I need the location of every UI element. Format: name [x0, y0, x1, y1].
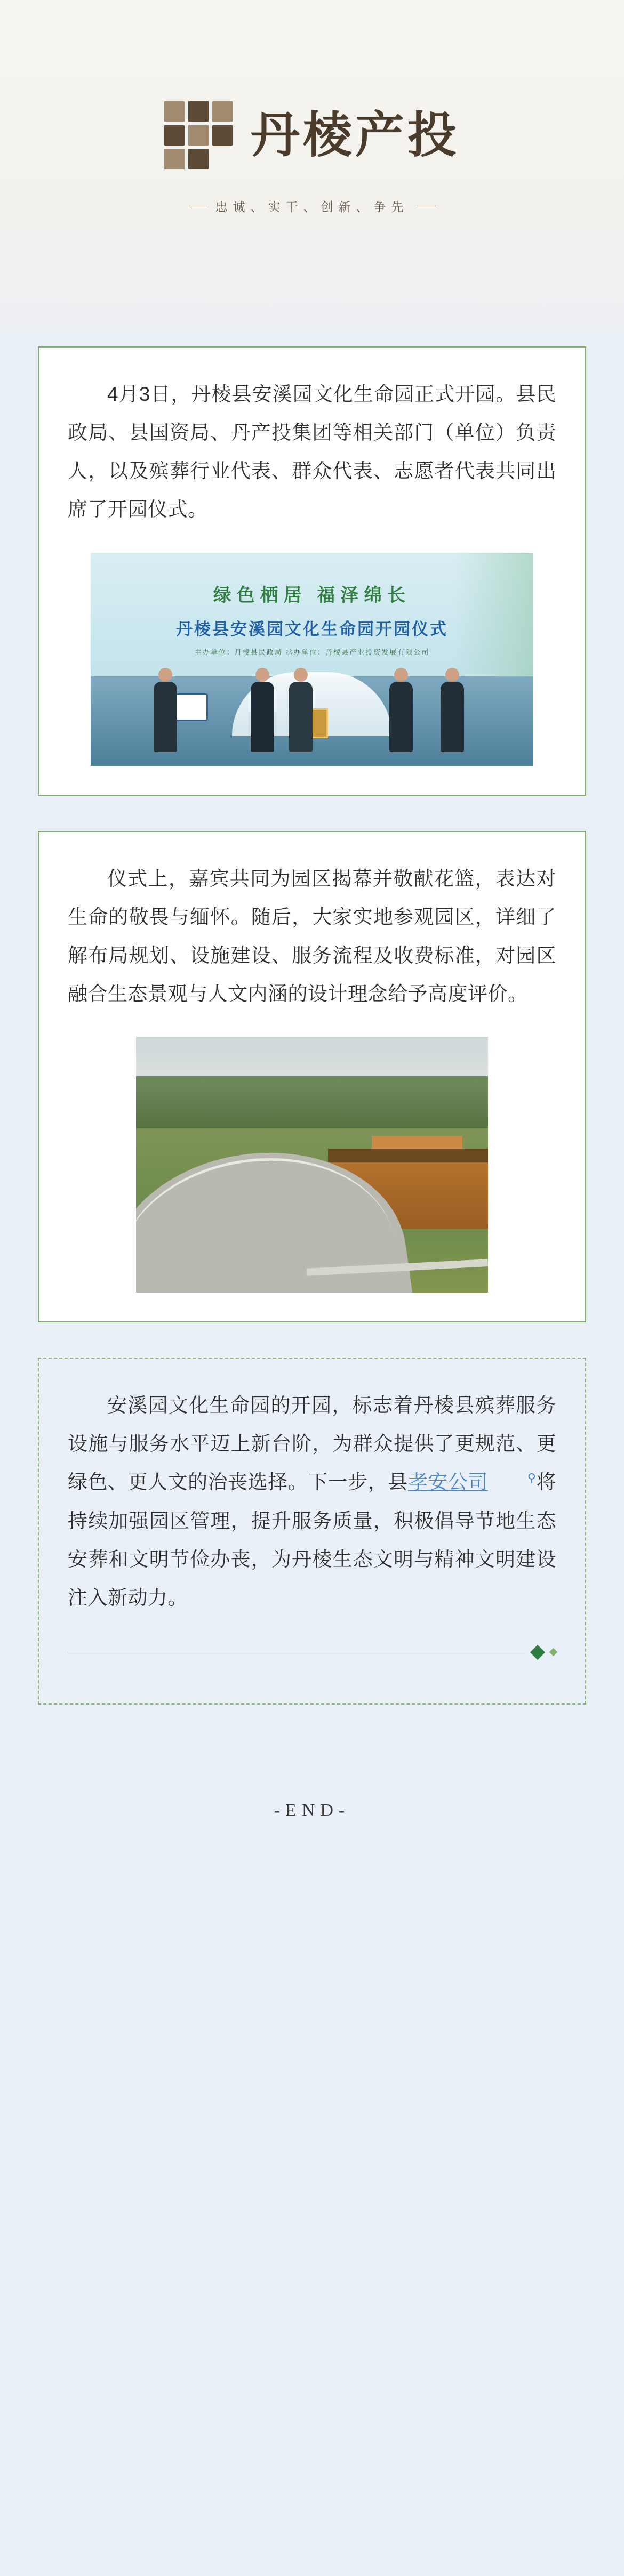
park-landscape-photo: [136, 1037, 488, 1293]
brand-title: 丹棱产投: [250, 108, 460, 163]
photo-treeline: [136, 1076, 488, 1135]
divider-diamond-small-icon: [549, 1648, 558, 1657]
ceremony-attendee: [289, 682, 313, 752]
section-card-conclusion: [38, 1358, 586, 1705]
article-header: [0, 0, 624, 330]
section-paragraph: 4月3日，丹棱县安溪园文化生命园正式开园。县民政局、县国资局、丹产投集团等相关部门（单位）负责人，以及殡葬行业代表、群众代表、志愿者代表共同出席了开园仪式。: [68, 383, 556, 521]
section-card-opening-ceremony: [38, 346, 586, 796]
backdrop-line-2: 丹棱县安溪园文化生命园开园仪式: [176, 619, 448, 639]
section-paragraph: 仪式上，嘉宾共同为园区揭幕并敬献花篮，表达对生命的敬畏与缅怀。随后，大家实地参观园区，详细了解布局规划、设施建设、服务流程及收费标准，对园区融合生态景观与人文内涵的设计理念给予高度评价。: [68, 867, 556, 1005]
conclusion-text-part1: 安溪园文化生命园的开园，标志着丹棱县殡葬服务设施与服务水平迈上新台阶，为群众提供了更规范、更绿色、更人文的治丧选择。下一步，县: [68, 1394, 556, 1493]
ceremony-attendee: [389, 682, 413, 752]
conclusion-text-part2: 将持续加强园区管理，提升服务质量，积极倡导节地生态安葬和文明节俭办丧，为丹棱生态文明与精神文明建设注入新动力。: [68, 1471, 557, 1609]
ceremony-backdrop: [91, 553, 533, 679]
brand-slogan: 忠诚、实干、创新、争先: [215, 200, 409, 214]
header-inner: [0, 101, 624, 215]
ceremony-attendee: [251, 682, 274, 752]
section-paragraph: [68, 1386, 556, 1617]
backdrop-line-3: 主办单位：丹棱县民政局 承办单位：丹棱县产业投资发展有限公司: [194, 648, 430, 656]
article-body: [0, 330, 624, 1705]
opening-ceremony-photo: [91, 553, 533, 766]
brand-slogan-row: [189, 197, 436, 215]
search-tag-icon[interactable]: ⚲: [527, 1471, 537, 1485]
divider-diamond-large-icon: [530, 1645, 545, 1660]
xiaoan-company-link[interactable]: 孝安公司: [407, 1471, 488, 1493]
ceremony-attendee: [154, 682, 177, 752]
section-card-ceremony-details: [38, 831, 586, 1323]
ceremony-attendee: [441, 682, 464, 752]
section-divider: [68, 1647, 556, 1658]
brand-lockup: [164, 101, 460, 169]
grid-blocks-logo-icon: [164, 101, 233, 169]
end-label: -END-: [274, 1800, 350, 1820]
backdrop-line-1: 绿色栖居 福泽绵长: [213, 585, 411, 605]
